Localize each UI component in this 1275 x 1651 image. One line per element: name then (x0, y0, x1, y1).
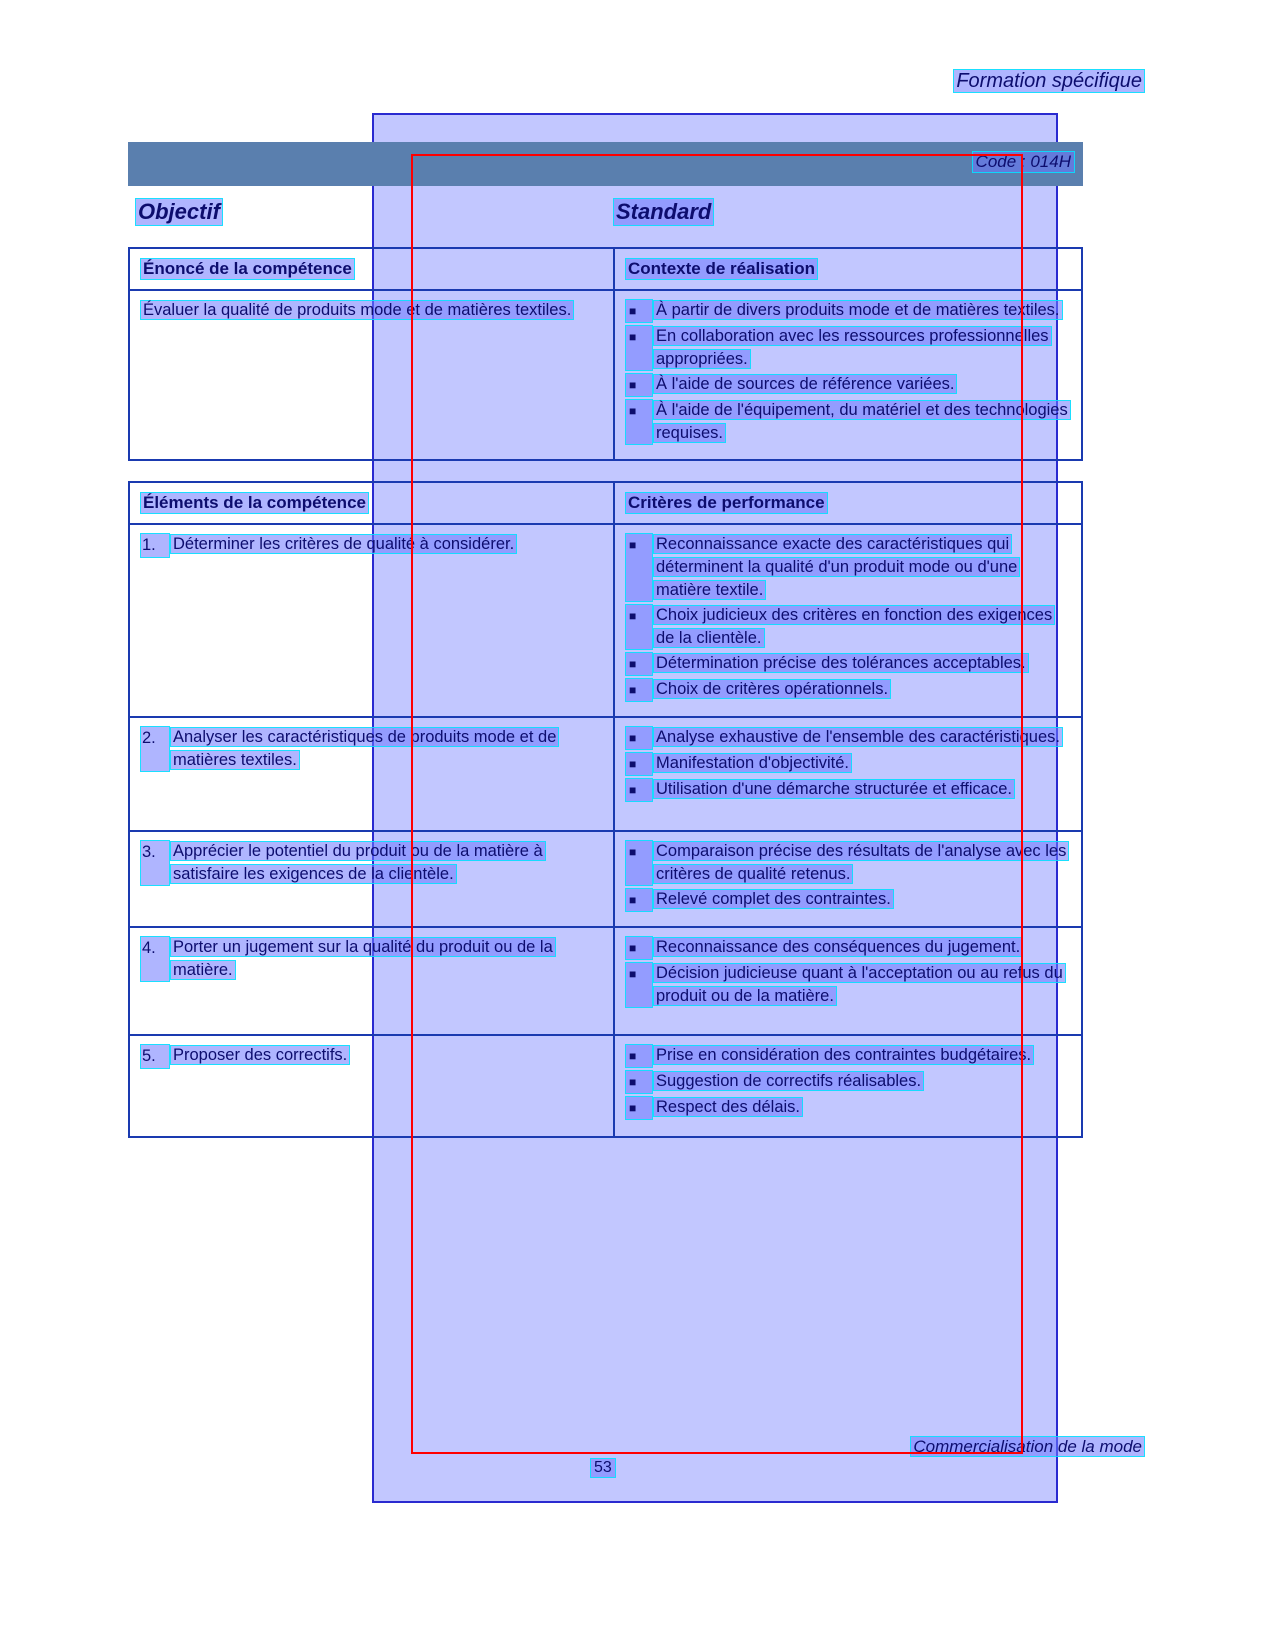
list-item (625, 678, 1071, 702)
enonce-text: Évaluer la qualité de produits mode et de matières textiles. (140, 300, 574, 320)
list-item (625, 1096, 1071, 1120)
competency-code: Code : 014H (972, 151, 1075, 173)
list-item-text: Détermination précise des tolérances acceptables. (653, 653, 1029, 673)
list-item-text: Reconnaissance des conséquences du jugement. (653, 937, 1023, 957)
criteres-bullet-list (625, 1044, 1071, 1120)
enonce-header-cell (130, 249, 615, 289)
element-item (140, 533, 603, 558)
list-item (625, 840, 1071, 886)
bullet-icon: ■ (625, 373, 653, 397)
element-item (140, 1044, 603, 1069)
element-cell (130, 832, 615, 926)
bullet-icon: ■ (625, 962, 653, 1008)
list-item-text: Utilisation d'une démarche structurée et efficace. (653, 779, 1015, 799)
list-item (625, 778, 1071, 802)
elements-header-cell (130, 483, 615, 523)
table-row (130, 718, 1081, 832)
bullet-icon: ■ (625, 1070, 653, 1094)
list-item-text: Choix de critères opérationnels. (653, 679, 891, 699)
element-item (140, 936, 603, 982)
list-item (625, 652, 1071, 676)
criteres-cell (615, 718, 1081, 830)
criteres-bullet-list (625, 840, 1071, 912)
element-cell (130, 718, 615, 830)
list-item-text: À l'aide de sources de référence variées. (653, 374, 957, 394)
standard-column (613, 198, 1073, 226)
table-row (130, 832, 1081, 928)
list-item (625, 1044, 1071, 1068)
element-item (140, 726, 603, 772)
element-cell (130, 1036, 615, 1136)
criteres-cell (615, 1036, 1081, 1136)
list-item-text: Manifestation d'objectivité. (653, 753, 852, 773)
list-item (625, 399, 1071, 445)
list-item-text: Respect des délais. (653, 1097, 803, 1117)
enonce-header-label: Énoncé de la compétence (140, 258, 355, 280)
contexte-header-cell (615, 249, 1081, 289)
bullet-icon: ■ (625, 888, 653, 912)
bullet-icon: ■ (625, 533, 653, 602)
criteres-header-cell (615, 483, 1081, 523)
bullet-icon: ■ (625, 778, 653, 802)
list-item (625, 752, 1071, 776)
table-row (130, 928, 1081, 1036)
table-header-row (130, 249, 1081, 291)
bullet-icon: ■ (625, 652, 653, 676)
criteres-bullet-list (625, 726, 1071, 802)
list-item (625, 888, 1071, 912)
competency-code-band (128, 142, 1083, 186)
list-item (625, 299, 1071, 323)
list-item-text: Relevé complet des contraintes. (653, 889, 894, 909)
objectif-heading: Objectif (135, 198, 223, 226)
list-item (625, 726, 1071, 750)
bullet-icon: ■ (625, 726, 653, 750)
criteres-bullet-list (625, 533, 1071, 702)
element-item (140, 840, 603, 886)
list-item-text: Analyse exhaustive de l'ensemble des caractéristiques. (653, 727, 1063, 747)
list-item (625, 962, 1071, 1008)
element-text: Apprécier le potentiel du produit ou de la matière à satisfaire les exigences de la clientèle. (170, 841, 546, 884)
table-row (130, 525, 1081, 718)
element-cell (130, 928, 615, 1034)
list-item-text: Reconnaissance exacte des caractéristiques qui déterminent la qualité d'un produit mode ou d'une matière textile. (653, 534, 1020, 600)
list-item-text: Choix judicieux des critères en fonction des exigences de la clientèle. (653, 605, 1055, 648)
element-number: 5. (140, 1044, 170, 1069)
list-item-text: Suggestion de correctifs réalisables. (653, 1071, 924, 1091)
footer-program-text: Commercialisation de la mode (910, 1436, 1145, 1457)
objectif-column (135, 198, 605, 226)
criteres-cell (615, 832, 1081, 926)
list-item (625, 533, 1071, 602)
criteres-cell (615, 928, 1081, 1034)
element-text: Analyser les caractéristiques de produits mode et de matières textiles. (170, 727, 559, 770)
table-row (130, 1036, 1081, 1136)
list-item (625, 1070, 1071, 1094)
criteres-cell (615, 525, 1081, 716)
list-item-text: Décision judicieuse quant à l'acceptation ou au refus du produit ou de la matière. (653, 963, 1066, 1006)
bullet-icon: ■ (625, 936, 653, 960)
contexte-bullet-list (625, 299, 1071, 445)
list-item-text: Comparaison précise des résultats de l'analyse avec les critères de qualité retenus. (653, 841, 1069, 884)
standard-heading: Standard (613, 198, 714, 226)
contexte-header-label: Contexte de réalisation (625, 258, 818, 280)
element-cell (130, 525, 615, 716)
list-item (625, 373, 1071, 397)
bullet-icon: ■ (625, 678, 653, 702)
objectif-standard-row (128, 198, 1083, 232)
page-number: 53 (590, 1458, 616, 1478)
enonce-text-cell (130, 291, 615, 459)
bullet-icon: ■ (625, 840, 653, 886)
elements-table (128, 481, 1083, 1138)
criteres-header-label: Critères de performance (625, 492, 828, 514)
footer-program (910, 1437, 1145, 1457)
criteres-bullet-list (625, 936, 1071, 1008)
list-item-text: À l'aide de l'équipement, du matériel et des technologies requises. (653, 400, 1071, 443)
bullet-icon: ■ (625, 399, 653, 445)
element-text: Porter un jugement sur la qualité du produit ou de la matière. (170, 937, 556, 980)
list-item-text: En collaboration avec les ressources professionnelles appropriées. (653, 326, 1052, 369)
bullet-icon: ■ (625, 325, 653, 371)
bullet-icon: ■ (625, 604, 653, 650)
list-item (625, 604, 1071, 650)
table-header-row (130, 483, 1081, 525)
list-item (625, 936, 1071, 960)
table-row (130, 291, 1081, 459)
element-text: Déterminer les critères de qualité à considérer. (170, 534, 517, 554)
contexte-list-cell (615, 291, 1081, 459)
element-text: Proposer des correctifs. (170, 1045, 350, 1065)
element-number: 4. (140, 936, 170, 982)
enonce-table (128, 247, 1083, 461)
list-item-text: Prise en considération des contraintes budgétaires. (653, 1045, 1034, 1065)
element-number: 3. (140, 840, 170, 886)
element-number: 1. (140, 533, 170, 558)
elements-header-label: Éléments de la compétence (140, 492, 369, 514)
list-item (625, 325, 1071, 371)
list-item-text: À partir de divers produits mode et de matières textiles. (653, 300, 1063, 320)
running-header-text: Formation spécifique (953, 69, 1145, 93)
element-number: 2. (140, 726, 170, 772)
bullet-icon: ■ (625, 752, 653, 776)
running-header (953, 70, 1145, 93)
bullet-icon: ■ (625, 1044, 653, 1068)
bullet-icon: ■ (625, 299, 653, 323)
bullet-icon: ■ (625, 1096, 653, 1120)
